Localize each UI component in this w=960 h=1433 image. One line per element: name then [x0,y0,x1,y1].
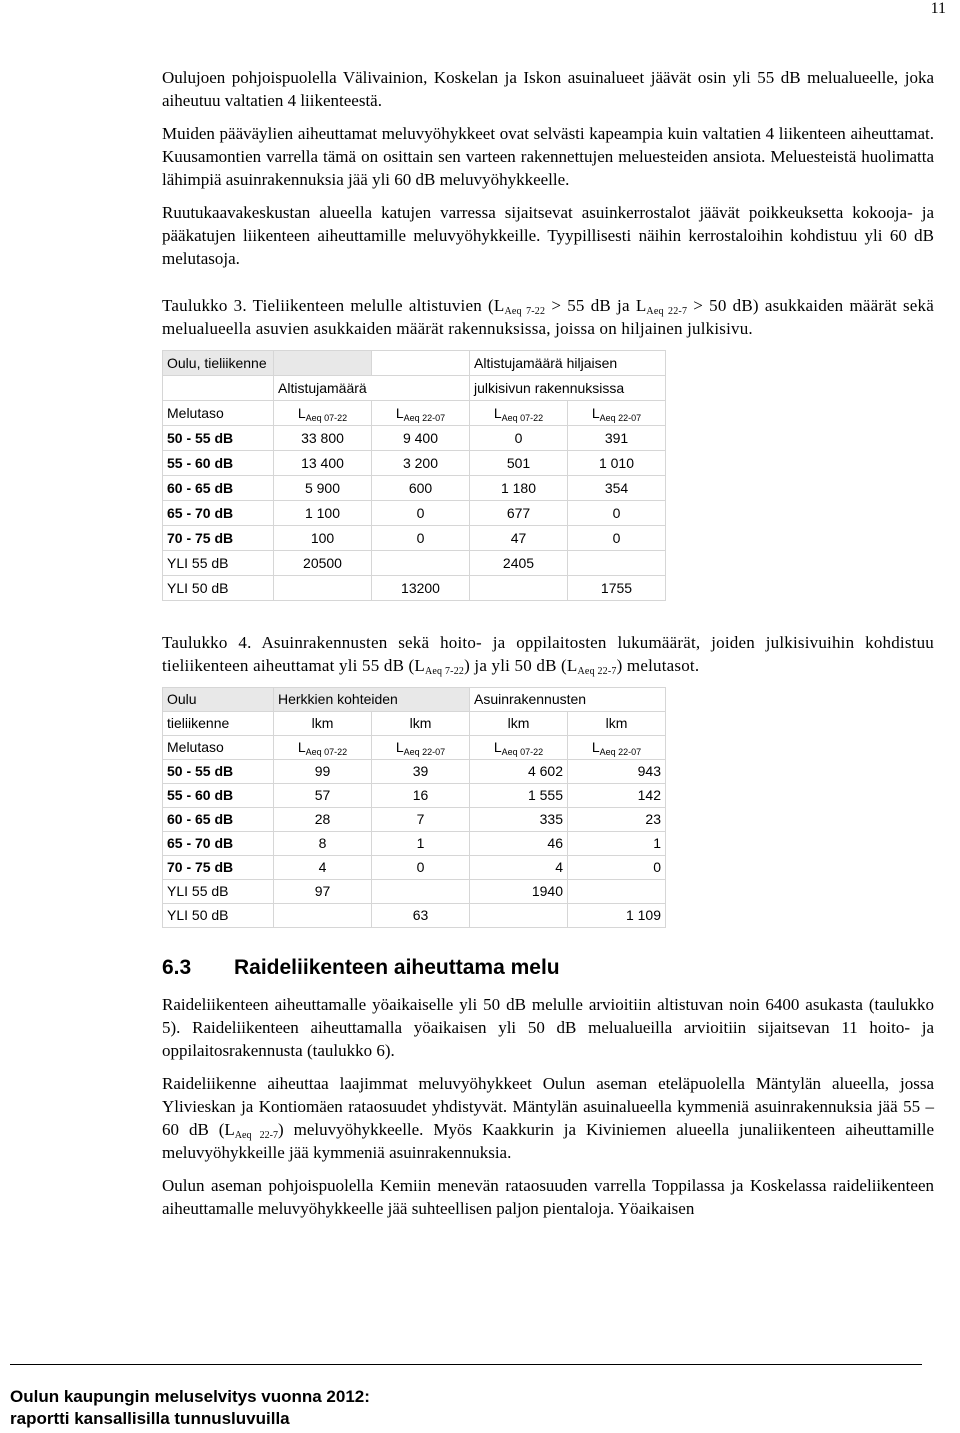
table-3 [162,350,666,601]
table-row: 50 - 55 dB 99 39 4 602 943 [163,760,666,784]
paragraph: Raideliikenteen aiheuttamalle yöaikaiselle yli 50 dB melulle arvioitiin altistuvan noin 6400 asukasta (taulukko 5). Raideliikenteen aiheuttamalla yöaikaisen yli 50 dB melualueilla arvioitiin sijaitsevan 11 hoito- ja oppilaitosrakennusta (taulukko 6). [162,995,934,1060]
table-row: YLI 55 dB 20500 2405 [163,551,666,576]
table-3-caption: Taulukko 3. Tieliikenteen melulle altistuvien ($L_{Aeq 7-22} > 55$ dB ja $L_{Aeq 22-7} > 50$ dB) asukkaiden määrät sekä melualueella asuvien asukkaiden määrät rakennuksissa, joissa on hiljainen julkisivu. [162,296,935,338]
paragraph: Raideliikenne aiheuttaa laajimmat meluvyöhykkeet Oulun aseman eteläpuolella Mäntylän alueella, jossa Ylivieskan ja Kontiomäen rataosuudet yhdistyvät. Mäntylän asuinalueella kymmeniä asuinrakennuksia jää 55 – 60 dB $(L_{Aeq 22-7})$ meluvyöhykkeelle. Myös Kaakkurin ja Kiviniemen alueella junaliikenteen aiheuttamille meluvyöhykkeille jää kymmeniä asuinrakennuksia. [162,1074,935,1162]
column-header: $L_{Aeq 07-22}$ [274,736,372,760]
table-row: 50 - 55 dB 33 800 9 400 0 391 [163,426,666,451]
footer-line: raportti kansallisilla tunnusluvuilla [10,1409,290,1428]
paragraph: Oulun aseman pohjoispuolella Kemiin menevän rataosuuden varrella Toppilassa ja Koskelassa raideliikenteen aiheuttamalle meluvyöhykkeelle jää suhteellisen paljon pientaloja. Yöaikaisen [162,1176,934,1218]
table-row: YLI 55 dB 97 1940 [163,880,666,904]
column-header: $L_{Aeq 07-22}$ [470,736,568,760]
group-header: Asuinrakennusten [470,688,666,712]
table-row: 70 - 75 dB 100 0 47 0 [163,526,666,551]
column-header: $L_{Aeq 22-07}$ [372,736,470,760]
page-content [162,66,934,1230]
section-heading: 6.3 Raideliikenteen aiheuttama melu [162,956,560,979]
group-header: julkisivun rakennuksissa [470,376,666,401]
table-row: YLI 50 dB 13200 1755 [163,576,666,601]
unit-header: lkm [470,712,568,736]
column-header: $L_{Aeq 07-22}$ [470,401,568,426]
table-row: 60 - 65 dB 5 900 600 1 180 354 [163,476,666,501]
paragraph: Muiden pääväylien aiheuttamat meluvyöhykkeet ovat selvästi kapeampia kuin valtatien 4 liikenteen aiheuttamat. Kuusamontien varrella tämä on osittain sen varteen rakennettujen meluesteiden ansiota. Meluesteistä huolimatta lähimpiä asuinrakennuksia jää yli 60 dB meluvyöhykkeelle. [162,124,934,189]
paragraph: Ruutukaavakeskustan alueella katujen varressa sijaitsevat asuinkerrostalot jäävät poikkeuksetta kokooja- ja pääkatujen liikenteen aiheuttamille meluvyöhykkeille. Tyypillisesti näihin kerrostaloihin kohdistuu yli 60 dB melutasoja. [162,203,934,268]
group-header: Altistujamäärä hiljaisen [470,351,666,376]
column-header: $L_{Aeq 07-22}$ [274,401,372,426]
group-header: Herkkien kohteiden [274,688,470,712]
footer-divider [10,1364,922,1365]
table-row: 65 - 70 dB 8 1 46 1 [163,832,666,856]
table-row: 55 - 60 dB 13 400 3 200 501 1 010 [163,451,666,476]
column-header: $L_{Aeq 22-07}$ [568,401,666,426]
column-header: $L_{Aeq 22-07}$ [568,736,666,760]
footer-line: Oulun kaupungin meluselvitys vuonna 2012: [10,1387,370,1406]
page-number: 11 [930,0,946,17]
table-row: YLI 50 dB 63 1 109 [163,904,666,928]
table-4 [162,687,666,928]
table-title: Oulu [163,688,274,712]
footer [10,1386,370,1430]
group-header: Altistujamäärä [274,376,470,401]
melutaso-header: Melutaso [163,401,274,426]
table-row: 55 - 60 dB 57 16 1 555 142 [163,784,666,808]
table-row: 70 - 75 dB 4 0 4 0 [163,856,666,880]
melutaso-header: Melutaso [163,736,274,760]
unit-header: lkm [372,712,470,736]
table-title: tieliikenne [163,712,274,736]
table-row: 65 - 70 dB 1 100 0 677 0 [163,501,666,526]
paragraph: Oulujoen pohjoispuolella Välivainion, Koskelan ja Iskon asuinalueet jäävät osin yli 55 dB melualueelle, joka aiheutuu valtatien 4 liikenteestä. [162,68,934,110]
unit-header: lkm [568,712,666,736]
unit-header: lkm [274,712,372,736]
table-4-caption: Taulukko 4. Asuinrakennusten sekä hoito- ja oppilaitosten lukumäärät, joiden julkisivuihin kohdistuu tieliikenteen aiheuttamat yli 55 dB $(L_{Aeq 7-22})$ ja yli 50 dB $(L_{Aeq 22-7})$ melutasot. [162,633,934,677]
column-header: $L_{Aeq 22-07}$ [372,401,470,426]
table-title: Oulu, tieliikenne [163,351,274,376]
table-row: 60 - 65 dB 28 7 335 23 [163,808,666,832]
